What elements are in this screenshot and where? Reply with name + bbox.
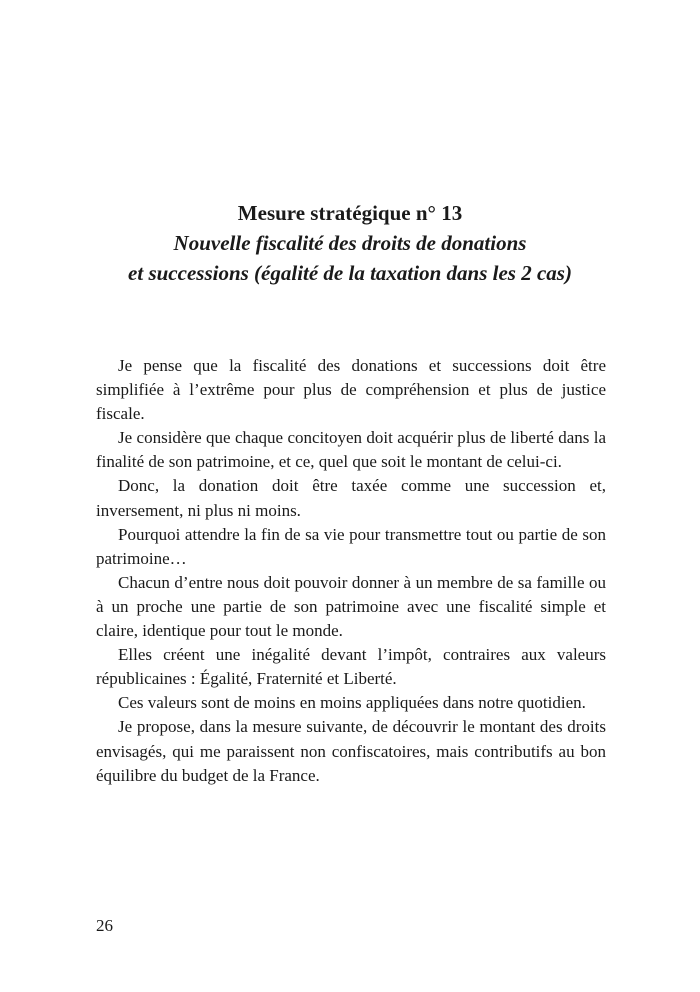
paragraph: Je pense que la fiscalité des donations et successions doit être simplifiée à l’extrême pour plus de compréhension et plus de justice fiscale. xyxy=(96,356,606,424)
paragraph: Elles créent une inégalité devant l’impôt, contraires aux valeurs républicaines : Égalité, Fraternité et Liberté. xyxy=(96,645,606,689)
paragraph: Chacun d’entre nous doit pouvoir donner à un membre de sa famille ou à un proche une partie de son patrimoine avec une fiscalité simple et claire, identique pour tout le monde. xyxy=(96,572,606,641)
chapter-heading xyxy=(60,198,640,288)
paragraph: Donc, la donation doit être taxée comme une succession et, inversement, ni plus ni moins. xyxy=(96,476,606,520)
paragraph: Pourquoi attendre la fin de sa vie pour transmettre tout ou partie de son patrimoine… xyxy=(96,524,606,568)
paragraph: Je considère que chaque concitoyen doit acquérir plus de liberté dans la finalité de son patrimoine, et ce, quel que soit le montant de celui-ci. xyxy=(96,428,606,472)
chapter-subtitle-line-1: Nouvelle fiscalité des droits de donations xyxy=(173,231,527,255)
paragraph: Ces valeurs sont de moins en moins appliquées dans notre quotidien. xyxy=(118,693,586,713)
paragraph: Je propose, dans la mesure suivante, de découvrir le montant des droits envisagés, qui me paraissent non confiscatoires, mais contributifs au bon équilibre du budget de la France. xyxy=(96,717,606,785)
chapter-subtitle-line-2: et successions (égalité de la taxation dans les 2 cas) xyxy=(128,261,572,285)
body-text xyxy=(96,354,606,788)
chapter-title: Mesure stratégique n° 13 xyxy=(237,201,463,225)
page-number: 26 xyxy=(96,916,113,935)
